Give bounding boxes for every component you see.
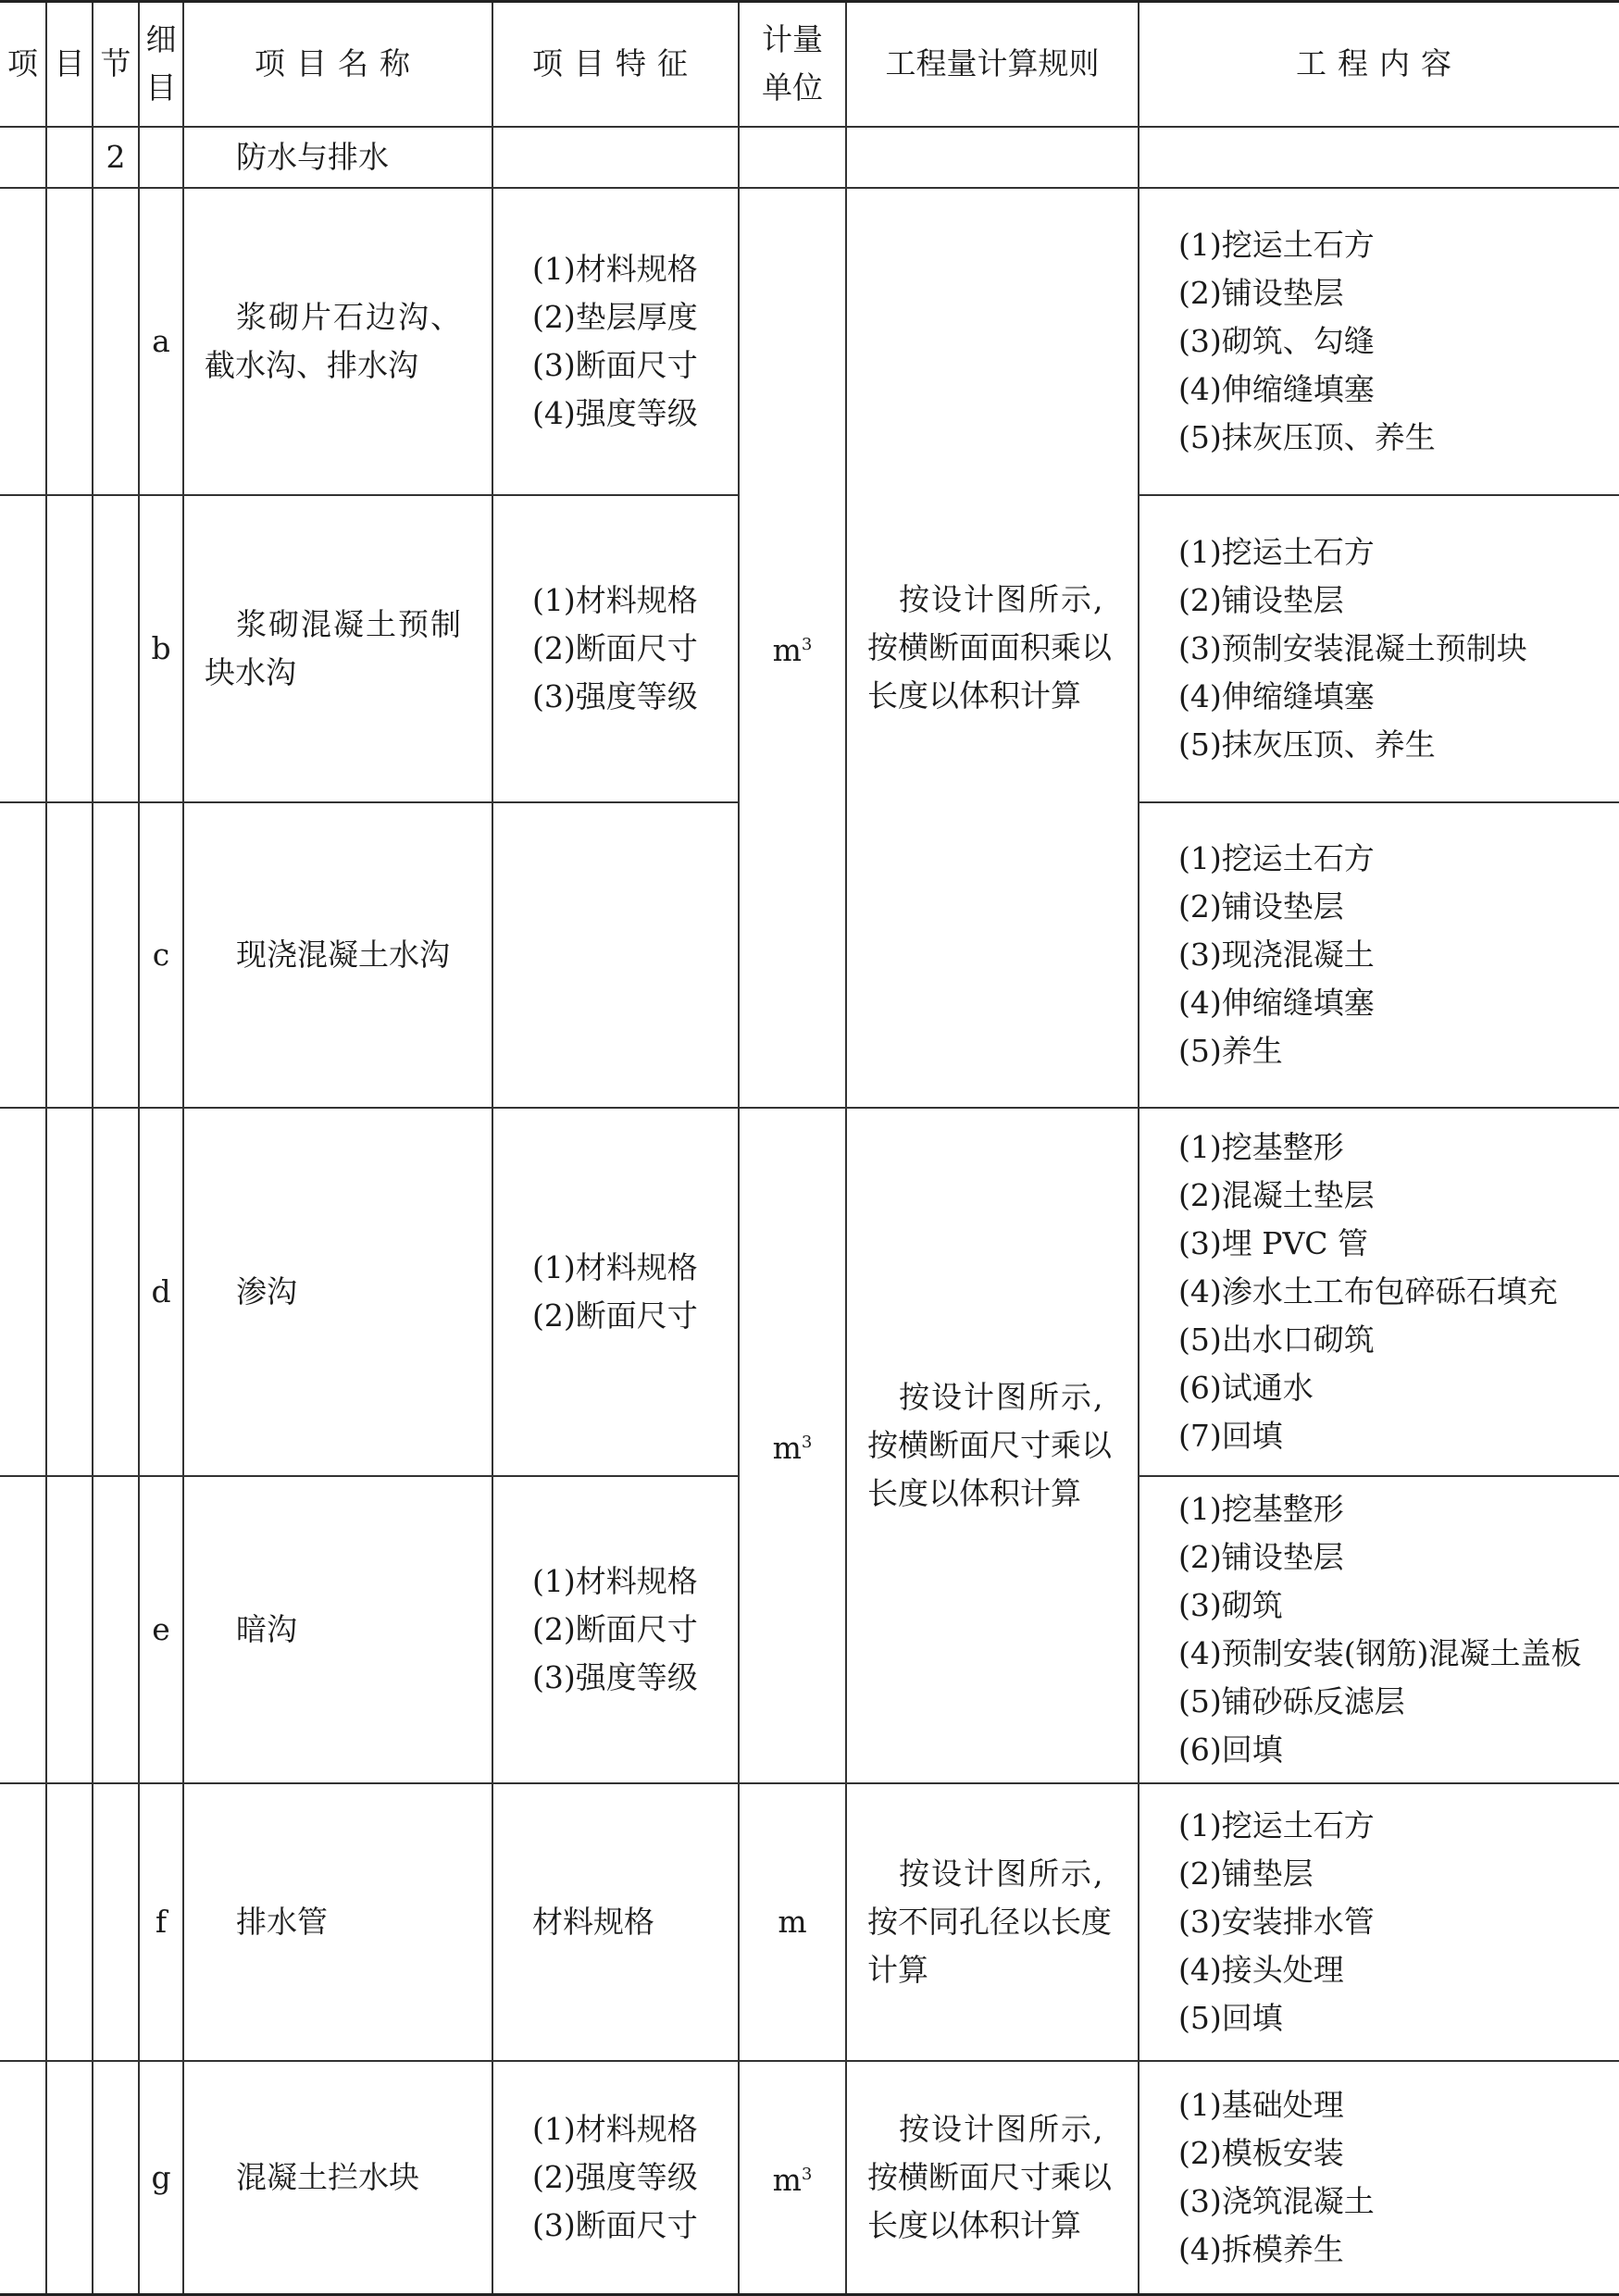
item-letter: f (139, 1783, 183, 2061)
item-letter: g (139, 2061, 183, 2295)
item-letter: a (139, 188, 183, 495)
section-row (0, 127, 1619, 188)
item-features: (1)材料规格 (2)断面尺寸 (492, 1108, 739, 1476)
item-letter: b (139, 495, 183, 802)
header-mu: 目 (46, 2, 93, 127)
header-unit: 计量 单位 (739, 2, 846, 127)
calc-rule-cell: 按设计图所示, 按横断面面积乘以 长度以体积计算 (846, 188, 1139, 1108)
unit-cell: $m^3$ (739, 2061, 846, 2295)
table-row (0, 188, 1619, 495)
calc-rule-cell: 按设计图所示, 按横断面尺寸乘以 长度以体积计算 (846, 2061, 1139, 2295)
work-content: (1)挖基整形 (2)铺设垫层 (3)砌筑 (4)预制安装(钢筋)混凝土盖板 (5)铺砂砾反滤层 (6)回填 (1139, 1476, 1619, 1783)
table-row (0, 1783, 1619, 2061)
item-letter: c (139, 802, 183, 1108)
table-row (0, 2061, 1619, 2295)
item-features: (1)材料规格 (2)断面尺寸 (3)强度等级 (492, 495, 739, 802)
item-letter: e (139, 1476, 183, 1783)
item-name: 浆砌片石边沟、 截水沟、排水沟 (183, 188, 492, 495)
item-letter: d (139, 1108, 183, 1476)
item-name: 暗沟 (183, 1476, 492, 1783)
item-features: (1)材料规格 (2)强度等级 (3)断面尺寸 (492, 2061, 739, 2295)
item-features: (1)材料规格 (2)垫层厚度 (3)断面尺寸 (4)强度等级 (492, 188, 739, 495)
item-name: 渗沟 (183, 1108, 492, 1476)
work-content: (1)挖运土石方 (2)铺设垫层 (3)预制安装混凝土预制块 (4)伸缩缝填塞 (5)抹灰压顶、养生 (1139, 495, 1619, 802)
item-features: (1)材料规格 (2)断面尺寸 (3)强度等级 (492, 1476, 739, 1783)
item-name: 浆砌混凝土预制 块水沟 (183, 495, 492, 802)
item-name: 现浇混凝土水沟 (183, 802, 492, 1108)
unit-cell: $m^3$ (739, 1108, 846, 1783)
unit-cell: m (739, 1783, 846, 2061)
header-xiang: 项 (0, 2, 46, 127)
header-jie: 节 (93, 2, 139, 127)
header-ximu: 细 目 (139, 2, 183, 127)
unit-cell: $m^3$ (739, 188, 846, 1108)
work-content: (1)挖运土石方 (2)铺设垫层 (3)砌筑、勾缝 (4)伸缩缝填塞 (5)抹灰压顶、养生 (1139, 188, 1619, 495)
work-content: (1)挖基整形 (2)混凝土垫层 (3)埋 PVC 管 (4)渗水土工布包碎砾石填充 (5)出水口砌筑 (6)试通水 (7)回填 (1139, 1108, 1619, 1476)
section-number: 2 (93, 127, 139, 188)
header-item-feature: 项目特征 (492, 2, 739, 127)
work-content: (1)挖运土石方 (2)铺设垫层 (3)现浇混凝土 (4)伸缩缝填塞 (5)养生 (1139, 802, 1619, 1108)
item-feature: 材料规格 (492, 1783, 739, 2061)
table-row (0, 1108, 1619, 1476)
work-content: (1)挖运土石方 (2)铺垫层 (3)安装排水管 (4)接头处理 (5)回填 (1139, 1783, 1619, 2061)
header-item-name: 项目名称 (183, 2, 492, 127)
header-work-content: 工程内容 (1139, 2, 1619, 127)
calc-rule-cell: 按设计图所示, 按不同孔径以长度 计算 (846, 1783, 1139, 2061)
header-calc-rule: 工程量计算规则 (846, 2, 1139, 127)
item-name: 排水管 (183, 1783, 492, 2061)
item-features-empty (492, 802, 739, 1108)
work-content: (1)基础处理 (2)模板安装 (3)浇筑混凝土 (4)拆模养生 (1139, 2061, 1619, 2295)
calc-rule-cell: 按设计图所示, 按横断面尺寸乘以 长度以体积计算 (846, 1108, 1139, 1783)
header-row (0, 2, 1619, 127)
item-name: 混凝土拦水块 (183, 2061, 492, 2295)
section-title: 防水与排水 (183, 127, 492, 188)
